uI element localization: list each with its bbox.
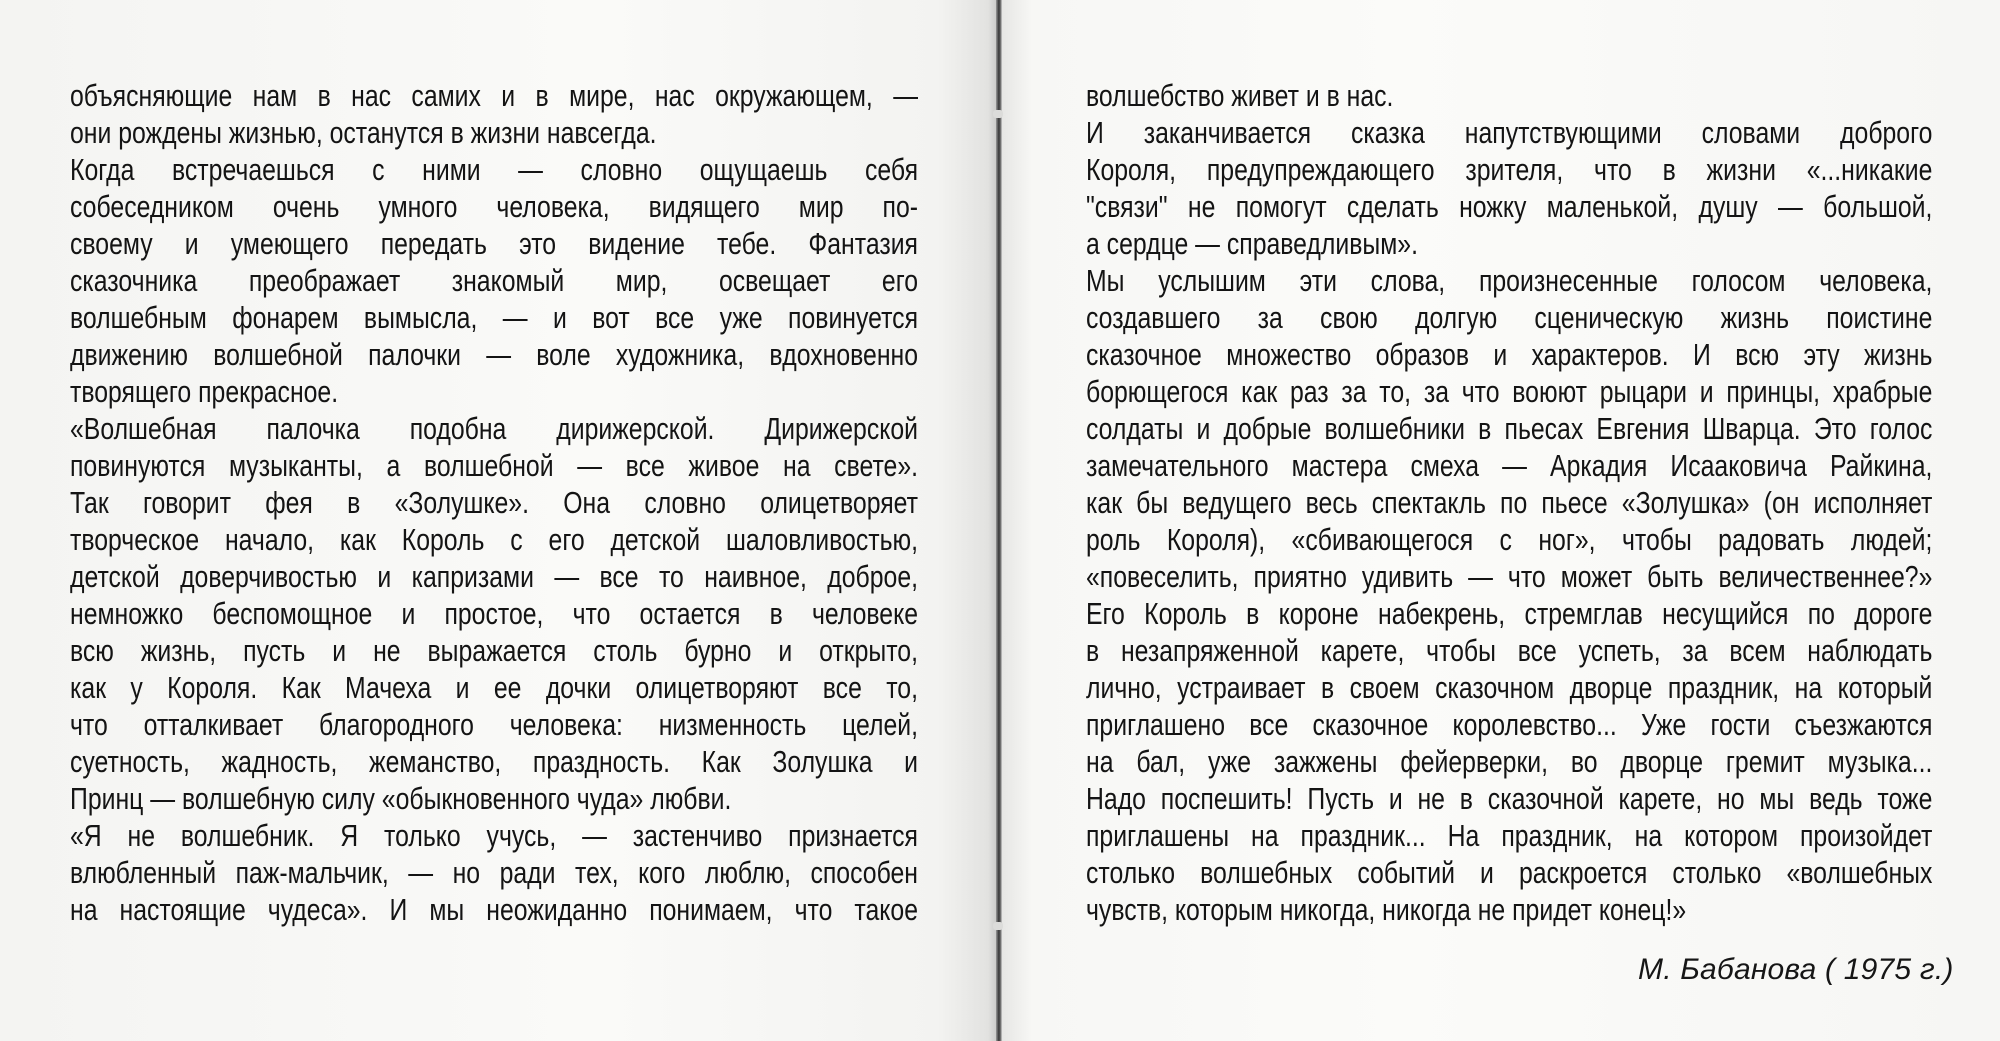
- staple-bottom: [993, 922, 1003, 930]
- text-line: всю жизнь, пусть и не выражается столь бурно и открыто,: [70, 633, 918, 668]
- text-line: Мы услышим эти слова, произнесенные голосом человека,: [1086, 263, 1933, 298]
- text-line: «Волшебная палочка подобна дирижерской. Дирижерской: [70, 411, 918, 446]
- text-line: лично, устраивает в своем сказочном дворце праздник, на который: [1086, 670, 1933, 705]
- text-line: творческое начало, как Король с его детской шаловливостью,: [70, 522, 918, 557]
- text-line: солдаты и добрые волшебники в пьесах Евгения Шварца. Это голос: [1086, 411, 1933, 446]
- author-signature: М. Бабанова ( 1975 г.): [1638, 953, 1954, 986]
- text-line: суетность, жадность, жеманство, праздность. Как Золушка и: [70, 744, 918, 779]
- text-line: они рождены жизнью, останутся в жизни навсегда.: [70, 115, 657, 150]
- text-line: «Я не волшебник. Я только учусь, — застенчиво признается: [70, 818, 918, 853]
- text-line: замечательного мастера смеха — Аркадия Исааковича Райкина,: [1086, 448, 1933, 483]
- text-line: волшебным фонарем вымысла, — и вот все уже повинуется: [70, 300, 918, 335]
- text-line: роль Короля), «сбивающегося с ног», чтобы радовать людей;: [1086, 522, 1933, 557]
- text-line: детской доверчивостью и капризами — все то наивное, доброе,: [70, 559, 918, 594]
- text-line: столько волшебных событий и раскроется столько «волшебных: [1086, 855, 1933, 890]
- text-line: приглашено все сказочное королевство... Уже гости съезжаются: [1086, 707, 1933, 742]
- text-line: объясняющие нам в нас самих и в мире, нас окружающем, —: [70, 78, 918, 113]
- text-line: как у Короля. Как Мачеха и ее дочки олицетворяют все то,: [70, 670, 918, 705]
- text-line: творящего прекрасное.: [70, 374, 339, 409]
- text-line: Короля, предупреждающего зрителя, что в жизни «...никакие: [1086, 152, 1933, 187]
- text-line: Так говорит фея в «Золушке». Она словно олицетворяет: [70, 485, 918, 520]
- text-line: "связи" не помогут сделать ножку маленькой, душу — большой,: [1086, 189, 1933, 224]
- text-line: Когда встречаешься с ними — словно ощущаешь себя: [70, 152, 918, 187]
- text-line: чувств, которым никогда, никогда не придет конец!»: [1086, 892, 1687, 927]
- text-line: движению волшебной палочки — воле художника, вдохновенно: [70, 337, 918, 372]
- text-line: сказочное множество образов и характеров. И всю эту жизнь: [1086, 337, 1933, 372]
- text-line: «повеселить, приятно удивить — что может быть величественнее?»: [1086, 559, 1933, 594]
- text-line: на настоящие чудеса». И мы неожиданно понимаем, что такое: [70, 892, 918, 927]
- staple-top: [993, 110, 1003, 118]
- booklet-spine: [996, 0, 1002, 1041]
- text-line: Его Король в короне набекрень, стремглав несущийся по дороге: [1086, 596, 1933, 631]
- text-line: немножко беспомощное и простое, что остается в человеке: [70, 596, 918, 631]
- text-line: своему и умеющего передать это видение тебе. Фантазия: [70, 226, 918, 261]
- text-line: как бы ведущего весь спектакль по пьесе «Золушка» (он исполняет: [1086, 485, 1933, 520]
- text-line: Надо поспешить! Пусть и не в сказочной карете, но мы ведь тоже: [1086, 781, 1933, 816]
- text-line: И заканчивается сказка напутствующими словами доброго: [1086, 115, 1933, 150]
- text-line: приглашены на праздник... На праздник, на котором произойдет: [1086, 818, 1933, 853]
- text-line: на бал, уже зажжены фейерверки, во дворце гремит музыка...: [1086, 744, 1933, 779]
- text-line: волшебство живет и в нас.: [1086, 78, 1394, 113]
- text-line: борющегося как раз за то, за что воюют рыцари и принцы, храбрые: [1086, 374, 1933, 409]
- text-line: влюбленный паж-мальчик, — но ради тех, кого люблю, способен: [70, 855, 918, 890]
- text-line: что отталкивает благородного человека: низменность целей,: [70, 707, 918, 742]
- text-line: а сердце — справедливым».: [1086, 226, 1418, 261]
- text-line: в незапряженной карете, чтобы все успеть, за всем наблюдать: [1086, 633, 1933, 668]
- text-line: повинуются музыканты, а волшебной — все живое на свете».: [70, 448, 918, 483]
- text-line: сказочника преображает знакомый мир, освещает его: [70, 263, 918, 298]
- text-line: собеседником очень умного человека, видящего мир по-: [70, 189, 918, 224]
- text-line: создавшего за свою долгую сценическую жизнь поистине: [1086, 300, 1933, 335]
- text-line: Принц — волшебную силу «обыкновенного чуда» любви.: [70, 781, 732, 816]
